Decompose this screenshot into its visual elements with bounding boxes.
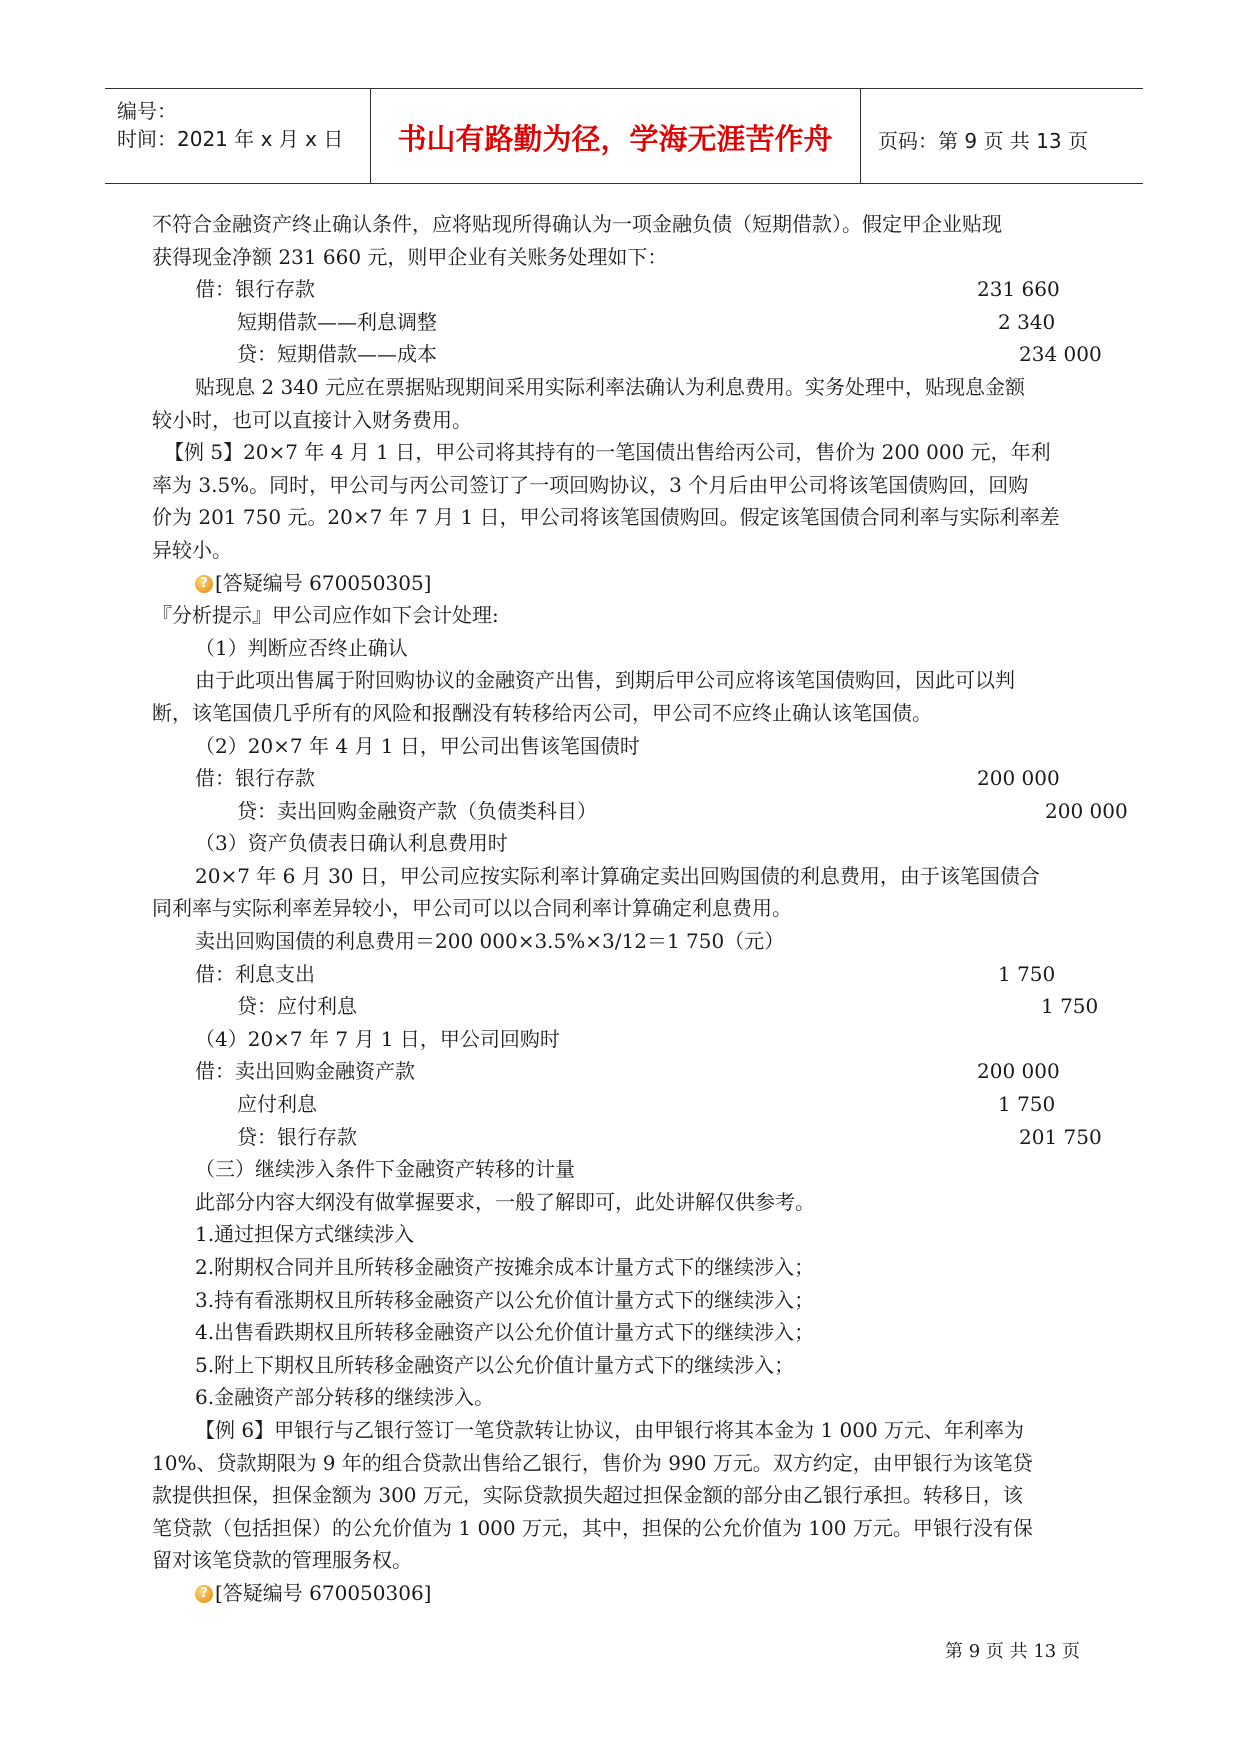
line-text	[195, 730, 640, 763]
line-text	[195, 632, 408, 665]
code-label: 编号：	[117, 99, 177, 123]
header-middle-cell	[370, 89, 861, 183]
text-line	[152, 567, 1092, 600]
text-content: 4.出售看跌期权且所转移金融资产以公允价值计量方式下的继续涉入；	[195, 1320, 815, 1345]
text-line	[152, 1316, 1092, 1349]
line-text	[152, 208, 1002, 241]
text-line	[152, 1512, 1092, 1545]
line-text	[195, 1349, 794, 1382]
line-text	[237, 338, 437, 371]
text-content: 率为 3.5%。同时，甲公司与丙公司签订了一项回购协议，3 个月后由甲公司将该笔国债购回，回购	[152, 472, 1029, 497]
line-text	[152, 1447, 1033, 1480]
text-content: 借：银行存款	[195, 766, 315, 791]
text-content: 6.金融资产部分转移的继续涉入。	[195, 1385, 495, 1410]
text-content: 10%、贷款期限为 9 年的组合贷款出售给乙银行，售价为 990 万元。双方约定，由甲银行为该笔贷	[152, 1450, 1033, 1475]
text-content: 1.通过担保方式继续涉入	[195, 1222, 415, 1247]
text-line	[152, 1414, 1092, 1447]
text-line	[152, 892, 1092, 925]
text-line	[152, 632, 1092, 665]
ledger-entry-line	[152, 990, 1099, 1023]
page-footer: 第 9 页 共 13 页	[945, 1641, 1080, 1662]
text-line	[152, 1381, 1092, 1414]
line-text	[195, 1023, 560, 1056]
text-content: 卖出回购国债的利息费用＝200 000×3.5%×3/12＝1 750（元）	[195, 929, 785, 954]
text-content: 贷：银行存款	[237, 1124, 357, 1149]
line-text	[195, 1186, 815, 1219]
text-content: 借：卖出回购金融资产款	[195, 1059, 415, 1084]
line-text	[195, 925, 784, 958]
ledger-entry-line	[152, 958, 1092, 991]
answer-ref-link[interactable]: [答疑编号 670050305]	[215, 570, 432, 595]
text-line	[152, 1544, 1092, 1577]
ledger-entry-line	[152, 338, 1102, 371]
text-line	[152, 1479, 1092, 1512]
page-header	[105, 88, 1143, 184]
text-content: 留对该笔贷款的管理服务权。	[152, 1548, 412, 1573]
line-text	[195, 1153, 575, 1186]
entry-amount: 234 000	[1019, 342, 1102, 367]
entry-amount: 201 750	[1019, 1124, 1102, 1149]
ledger-entry-line	[152, 306, 1092, 339]
text-line	[152, 208, 1092, 241]
motto: 书山有路勤为径，学海无涯苦作舟	[397, 122, 833, 156]
line-text	[195, 827, 508, 860]
text-content: （2）20×7 年 4 月 1 日，甲公司出售该笔国债时	[195, 733, 640, 758]
text-content: 同利率与实际利率差异较小，甲公司可以以合同利率计算确定利息费用。	[152, 896, 792, 921]
line-text	[195, 1414, 1024, 1447]
entry-amount: 231 660	[977, 277, 1060, 302]
text-content: 款提供担保，担保金额为 300 万元，实际贷款损失超过担保金额的部分由乙银行承担。转移日，该	[152, 1483, 1023, 1508]
text-content: 短期借款——利息调整	[237, 309, 437, 334]
line-text	[195, 762, 315, 795]
line-text	[237, 990, 357, 1023]
text-content: （三）继续涉入条件下金融资产转移的计量	[195, 1157, 575, 1182]
text-content: 异较小。	[152, 537, 232, 562]
text-line	[152, 534, 1092, 567]
entry-amount: 200 000	[977, 1059, 1060, 1084]
text-content: 【例 6】甲银行与乙银行签订一笔贷款转让协议，由甲银行将其本金为 1 000 万元、年利率为	[195, 1417, 1025, 1442]
text-line	[152, 1251, 1092, 1284]
line-text	[152, 1544, 412, 1577]
text-line	[152, 1153, 1092, 1186]
text-line	[152, 1447, 1092, 1480]
text-line	[152, 501, 1092, 534]
line-text	[237, 306, 437, 339]
text-content: 由于此项出售属于附回购协议的金融资产出售，到期后甲公司应将该笔国债购回，因此可以判	[195, 668, 1015, 693]
text-content: 『分析提示』甲公司应作如下会计处理:	[152, 603, 499, 628]
line-text	[237, 1121, 357, 1154]
line-text	[152, 599, 499, 632]
page-info: 页码：第 9 页 共 13 页	[878, 129, 1088, 153]
line-text	[152, 697, 932, 730]
text-line	[152, 599, 1092, 632]
entry-amount: 2 340	[998, 309, 1056, 334]
text-line	[152, 664, 1092, 697]
line-text	[195, 860, 1040, 893]
text-content: 较小时，也可以直接计入财务费用。	[152, 407, 472, 432]
line-text[interactable]	[195, 567, 431, 600]
text-line	[152, 1218, 1092, 1251]
line-text	[195, 958, 315, 991]
line-text	[195, 371, 1025, 404]
header-left-cell	[105, 89, 371, 183]
ledger-entry-line	[152, 762, 1092, 795]
text-content: （3）资产负债表日确认利息费用时	[195, 831, 508, 856]
question-icon[interactable]: ?	[195, 1585, 213, 1603]
line-text	[237, 1088, 317, 1121]
text-content: 断，该笔国债几乎所有的风险和报酬没有转移给丙公司，甲公司不应终止确认该笔国债。	[152, 700, 932, 725]
entry-amount: 1 750	[1041, 994, 1099, 1019]
line-text	[195, 1284, 814, 1317]
text-content: 借：利息支出	[195, 961, 315, 986]
text-content: 不符合金融资产终止确认条件，应将贴现所得确认为一项金融负债（短期借款）。假定甲企业贴现	[152, 212, 1002, 236]
text-line	[152, 860, 1092, 893]
text-content: 3.持有看涨期权且所转移金融资产以公允价值计量方式下的继续涉入；	[195, 1287, 815, 1312]
entry-amount: 1 750	[998, 961, 1056, 986]
text-content: 价为 201 750 元。20×7 年 7 月 1 日，甲公司将该笔国债购回。假定该笔国债合同利率与实际利率差	[152, 505, 1060, 530]
text-content: 借：银行存款	[195, 277, 315, 302]
text-line	[152, 730, 1092, 763]
line-text[interactable]	[195, 1577, 431, 1610]
text-line	[152, 469, 1092, 502]
line-text	[152, 1512, 1033, 1545]
ledger-entry-line	[152, 1055, 1092, 1088]
text-content: 贷：卖出回购金融资产款（负债类科目）	[237, 798, 597, 823]
ledger-entry-line	[152, 273, 1092, 306]
text-line	[152, 241, 1092, 274]
text-content: 此部分内容大纲没有做掌握要求，一般了解即可，此处讲解仅供参考。	[195, 1189, 815, 1214]
text-line	[152, 371, 1092, 404]
line-text	[152, 501, 1060, 534]
text-line	[152, 925, 1092, 958]
ledger-entry-line	[152, 1088, 1092, 1121]
line-text	[195, 1055, 415, 1088]
line-text	[152, 1479, 1023, 1512]
line-text	[152, 241, 667, 274]
text-content: 应付利息	[237, 1092, 317, 1117]
text-line	[152, 827, 1092, 860]
entry-amount: 200 000	[977, 766, 1060, 791]
text-content: 获得现金净额 231 660 元，则甲企业有关账务处理如下：	[152, 244, 668, 269]
line-text	[152, 892, 792, 925]
text-content: 【例 5】20×7 年 4 月 1 日，甲公司将其持有的一笔国债出售给丙公司，售价为 200 000 元，年利	[164, 440, 1051, 465]
line-text	[237, 795, 597, 828]
text-content: 贷：应付利息	[237, 994, 357, 1019]
question-icon[interactable]: ?	[195, 575, 213, 593]
ledger-entry-line	[152, 1121, 1102, 1154]
text-content: 贴现息 2 340 元应在票据贴现期间采用实际利率法确认为利息费用。实务处理中，贴现息金额	[195, 374, 1025, 399]
text-content: 贷：短期借款——成本	[237, 342, 437, 367]
line-text	[195, 1218, 414, 1251]
text-line	[152, 404, 1092, 437]
document-body	[152, 208, 1128, 1610]
entry-amount: 1 750	[998, 1092, 1056, 1117]
text-line	[152, 1284, 1092, 1317]
text-content: （1）判断应否终止确认	[195, 635, 408, 660]
line-text	[152, 534, 232, 567]
entry-amount: 200 000	[1045, 798, 1128, 823]
text-line	[152, 1023, 1092, 1056]
line-text	[195, 273, 315, 306]
line-text	[152, 469, 1028, 502]
header-right-cell	[860, 89, 1143, 183]
line-text	[195, 1251, 814, 1284]
text-content: 2.附期权合同并且所转移金融资产按摊余成本计量方式下的继续涉入；	[195, 1255, 815, 1279]
text-content: 20×7 年 6 月 30 日，甲公司应按实际利率计算确定卖出回购国债的利息费用，由于该笔国债合	[195, 863, 1040, 888]
line-text	[164, 436, 1051, 469]
text-content: 5.附上下期权且所转移金融资产以公允价值计量方式下的继续涉入；	[195, 1352, 795, 1377]
line-text	[195, 664, 1015, 697]
time-label: 时间：2021 年 x 月 x 日	[117, 127, 344, 151]
text-line	[152, 1349, 1092, 1382]
text-content: 笔贷款（包括担保）的公允价值为 1 000 万元，其中，担保的公允价值为 100 万元。甲银行没有保	[152, 1515, 1033, 1540]
ledger-entry-line	[152, 795, 1128, 828]
line-text	[195, 1381, 494, 1414]
line-text	[152, 404, 472, 437]
text-line	[152, 1577, 1092, 1610]
text-line	[152, 697, 1092, 730]
text-line	[152, 436, 1092, 469]
line-text	[195, 1316, 814, 1349]
answer-ref-link[interactable]: [答疑编号 670050306]	[215, 1580, 432, 1605]
text-content: （4）20×7 年 7 月 1 日，甲公司回购时	[195, 1026, 560, 1051]
text-line	[152, 1186, 1092, 1219]
